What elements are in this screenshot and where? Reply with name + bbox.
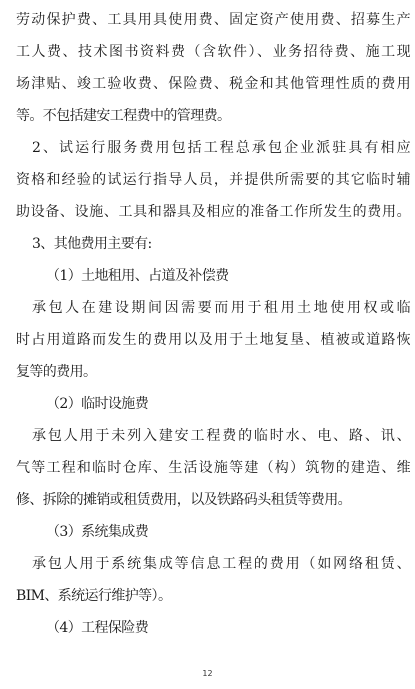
text-line: 工人费、技术图书资料费（含软件）、业务招待费、施工现 (16, 44, 410, 60)
subsection-heading: （3）系统集成费 (46, 524, 149, 540)
text-line: 资格和经验的试运行指导人员，并提供所需要的其它临时辅 (16, 172, 410, 188)
text-line: 复等的费用。 (16, 364, 97, 380)
subsection-heading: （2）临时设施费 (46, 396, 149, 412)
text-line: 时占用道路而发生的费用以及用于土地复垦、植被或道路恢 (16, 332, 410, 348)
text-line: 气等工程和临时仓库、生活设施等建（构）筑物的建造、维 (16, 460, 410, 476)
text-line: 承包人用于未列入建安工程费的临时水、电、路、讯、 (32, 428, 410, 444)
text-line: 2、试运行服务费用包括工程总承包企业派驻具有相应 (32, 140, 410, 156)
text-line: 场津贴、竣工验收费、保险费、税金和其他管理性质的费用 (16, 76, 410, 92)
text-line: BIM、系统运行维护等）。 (16, 588, 172, 604)
text-line: 承包人在建设期间因需要而用于租用土地使用权或临 (32, 300, 410, 316)
text-line: 修、拆除的摊销或租赁费用，以及铁路码头租赁等费用。 (16, 492, 351, 508)
subsection-heading: （1）土地租用、占道及补偿费 (46, 268, 229, 284)
text-line: 等。不包括建安工程费中的管理费。 (16, 108, 231, 124)
text-line: 劳动保护费、工具用具使用费、固定资产使用费、招募生产 (16, 12, 410, 28)
section-heading: 3、其他费用主要有: (32, 236, 152, 252)
page-number: 12 (202, 669, 213, 678)
body-text (16, 0, 410, 639)
text-line: 承包人用于系统集成等信息工程的费用（如网络租赁、 (32, 556, 410, 572)
subsection-heading: （4）工程保险费 (46, 620, 149, 636)
text-line: 助设备、设施、工具和器具及相应的准备工作所发生的费用。 (16, 204, 410, 220)
